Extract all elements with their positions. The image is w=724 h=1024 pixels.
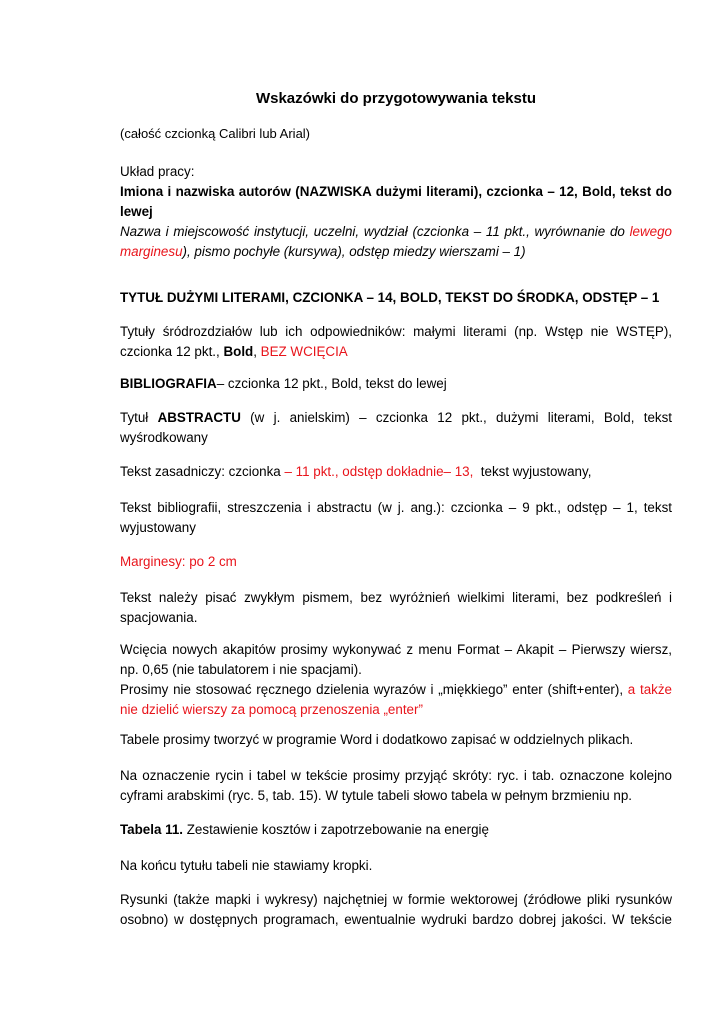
- authors-rule-line2: lewej: [120, 204, 153, 219]
- subtitles-comma: ,: [253, 344, 261, 359]
- figures-line2: cyframi arabskimi (ryc. 5, tab. 15). W tytule tabeli słowo tabela w pełnym brzmieniu np.: [120, 788, 633, 803]
- subtitles-bold: Bold: [223, 344, 254, 359]
- margins-rule: Marginesy: po 2 cm: [120, 554, 237, 569]
- table-example-rest: Zestawienie kosztów i zapotrzebowanie na energię: [183, 822, 489, 837]
- main-title-rule: TYTUŁ DUŻYMI LITERAMI, CZCIONKA – 14, BOLD, TEKST DO ŚRODKA, ODSTĘP – 1: [120, 290, 660, 305]
- biblio-text-line2: wyjustowany: [120, 520, 196, 535]
- figures-rule: [120, 766, 672, 806]
- institution-rule-line1: [120, 222, 672, 242]
- hyphen-pre: Prosimy nie stosować ręcznego dzielenia wyrazów i „miękkiego” enter (shift+enter),: [120, 682, 628, 697]
- abstract-bold: ABSTRACTU: [157, 410, 241, 425]
- institution-rule-red2: marginesu: [120, 244, 183, 259]
- institution-rule-line2: [120, 242, 672, 262]
- no-period-rule: Na końcu tytułu tabeli nie stawiamy kropki.: [120, 858, 373, 873]
- bibliography-rest: – czcionka 12 pkt., Bold, tekst do lewej: [216, 376, 447, 391]
- drawings-line2: osobno) w dostępnych programach, ewentualnie wydruki bardzo dobrej jakości. W tekście: [120, 912, 672, 927]
- hyphen-line1: [120, 680, 672, 700]
- subtitles-rule-line2: [120, 342, 672, 362]
- hyphen-line2: nie dzielić wierszy za pomocą przenoszenia „enter”: [120, 702, 423, 717]
- abstract-rule: [120, 408, 672, 448]
- tables-rule: Tabele prosimy tworzyć w programie Word i dodatkowo zapisać w oddzielnych plikach.: [120, 732, 634, 747]
- table-example-bold: Tabela 11.: [120, 822, 184, 837]
- institution-rule-text2: ), pismo pochyłe (kursywa), odstęp miedzy wierszami – 1): [182, 244, 526, 259]
- bibliography-rule: [120, 374, 672, 394]
- main-text-rule: [120, 462, 672, 482]
- institution-rule-text: Nazwa i miejscowość instytucji, uczelni, wydział (czcionka – 11 pkt., wyrównanie do: [120, 224, 630, 239]
- abstract-pre: Tytuł: [120, 410, 158, 425]
- document-title: Wskazówki do przygotowywania tekstu: [255, 90, 537, 107]
- indent-line2: np. 0,65 (nie tabulatorem i nie spacjami).: [120, 662, 362, 677]
- figures-line1: Na oznaczenie rycin i tabel w tekście prosimy przyjąć skróty: ryc. i tab. oznaczone kolejno: [120, 768, 672, 783]
- indent-rule: [120, 640, 672, 720]
- subtitles-red: BEZ WCIĘCIA: [260, 344, 348, 359]
- drawings-rule: [120, 890, 672, 930]
- table-example: [120, 820, 672, 840]
- layout-section: [120, 162, 672, 262]
- indent-line1: Wcięcia nowych akapitów prosimy wykonywać z menu Format – Akapit – Pierwszy wiersz,: [120, 642, 672, 657]
- drawings-line1: Rysunki (także mapki i wykresy) najchętniej w formie wektorowej (źródłowe pliki rysunków: [120, 892, 672, 907]
- font-note: [120, 124, 672, 144]
- bibliography-bold: BIBLIOGRAFIA: [120, 376, 217, 391]
- plain-text-line1: Tekst należy pisać zwykłym pismem, bez wyróżnień wielkimi literami, bez podkreśleń i: [120, 590, 672, 605]
- subtitles-rule: [120, 322, 672, 362]
- institution-rule-red1: lewego: [629, 224, 672, 239]
- abstract-rest: (w j. anielskim) – czcionka 12 pkt., dużymi literami, Bold, tekst: [240, 410, 673, 425]
- main-text-red: – 11 pkt., odstęp dokładnie– 13,: [284, 464, 474, 479]
- plain-text-rule: [120, 588, 672, 628]
- subtitles-rule-line1: Tytuły śródrozdziałów lub ich odpowiedników: małymi literami (np. Wstęp nie WSTĘP),: [120, 324, 672, 339]
- plain-text-line2: spacjowania.: [120, 610, 198, 625]
- hyphen-red1: a także: [627, 682, 672, 697]
- abstract-rule-line2: wyśrodkowany: [120, 430, 208, 445]
- subtitles-pre: czcionka 12 pkt.,: [120, 344, 224, 359]
- authors-rule-line1: Imiona i nazwiska autorów (NAZWISKA dużymi literami), czcionka – 12, Bold, tekst do: [120, 184, 672, 199]
- abstract-rule-line1: [120, 408, 672, 428]
- biblio-text-line1: Tekst bibliografii, streszczenia i abstractu (w j. ang.): czcionka – 9 pkt., odstęp – 1, tekst: [120, 500, 672, 515]
- main-text-pre: Tekst zasadniczy: czcionka: [120, 464, 285, 479]
- font-note-text: (całość czcionką Calibri lub Arial): [120, 126, 311, 141]
- main-text-post: tekst wyjustowany,: [473, 464, 592, 479]
- layout-label: Układ pracy:: [120, 164, 195, 179]
- biblio-text-rule: [120, 498, 672, 538]
